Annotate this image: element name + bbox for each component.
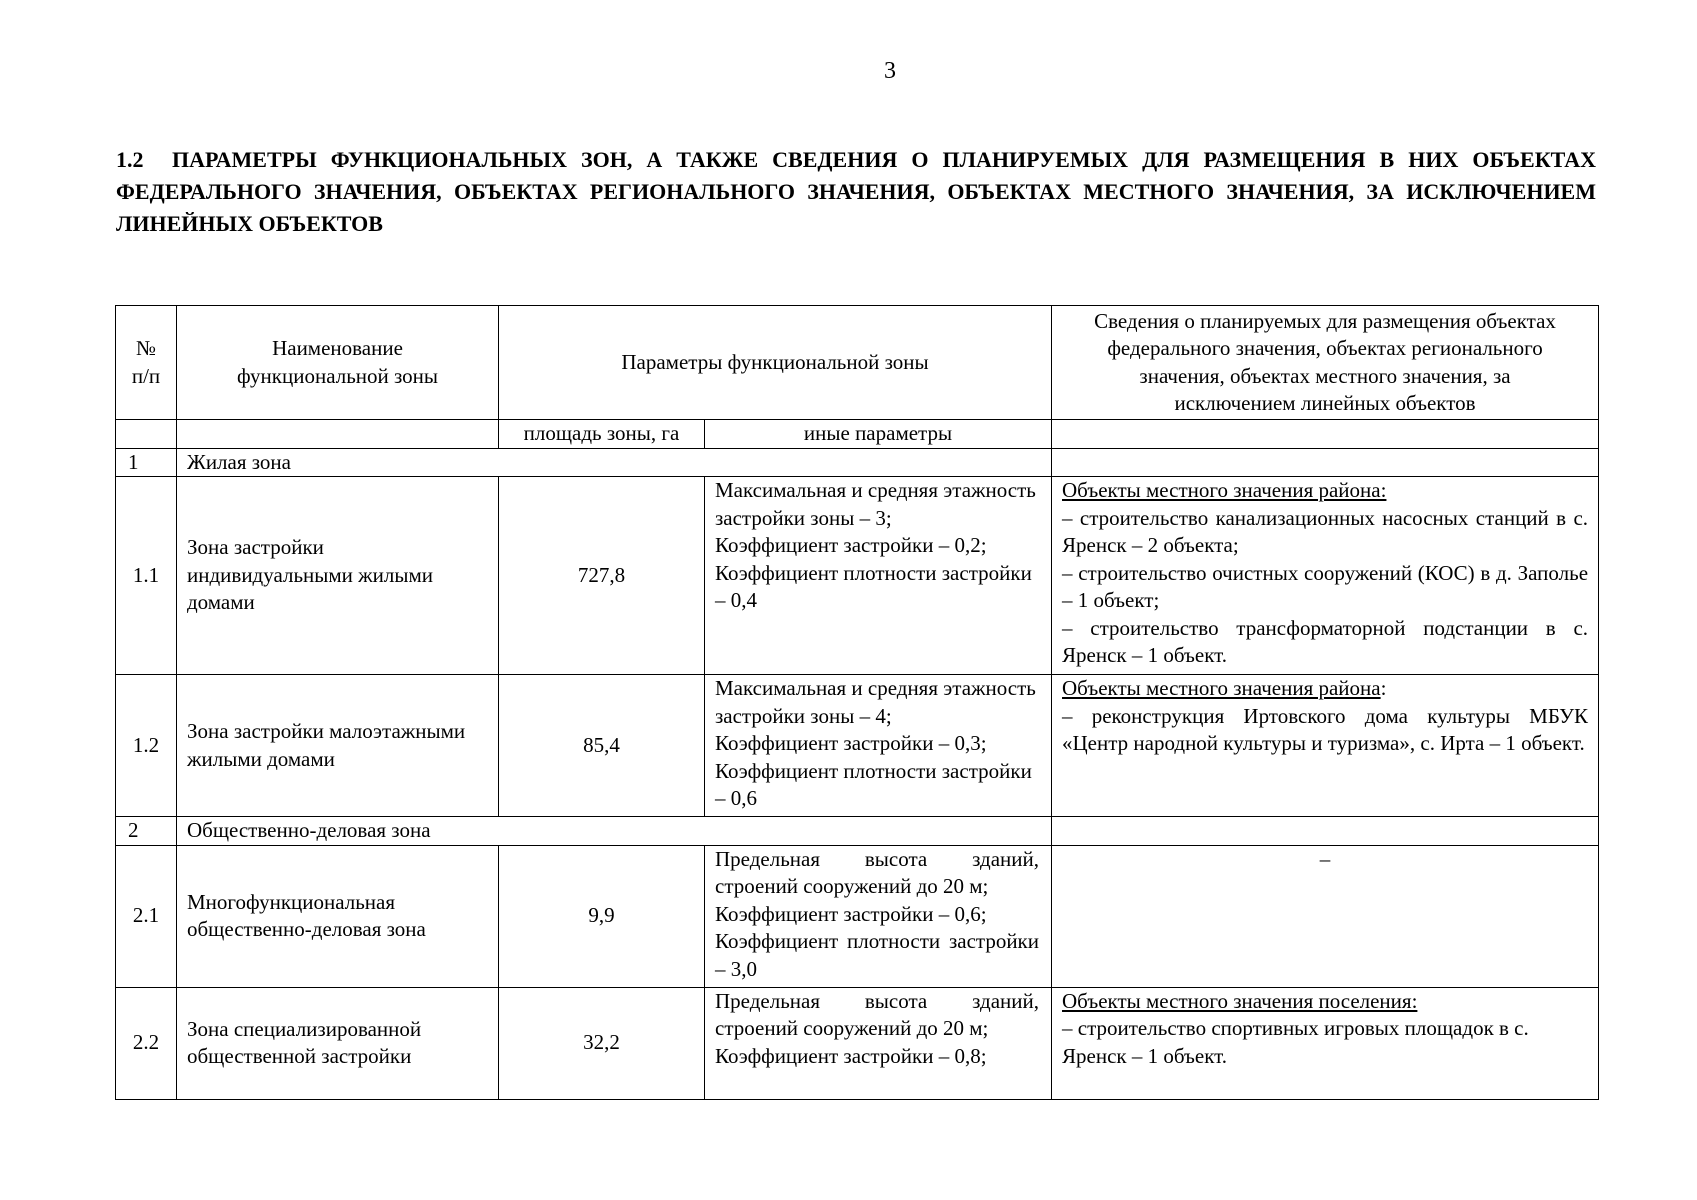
row-zone-name: Зона застройки малоэтажными жилыми домами [177, 675, 499, 817]
section-number-cell: 2 [116, 817, 177, 846]
table-row [116, 675, 1599, 817]
row-params: Максимальная и средняя этажность застройки зоны – 4; Коэффициент застройки – 0,3; Коэффициент плотности застройки – 0,6 [705, 675, 1052, 817]
subheader-other-params: иные параметры [705, 420, 1052, 449]
page-number: 3 [884, 58, 896, 84]
row-zone-name: Многофункциональная общественно-деловая зона [177, 845, 499, 987]
header-planned-objects: Сведения о планируемых для размещения объектах федерального значения, объектах регионального значения, объектах местного значения, за исключением линейных объектов [1052, 306, 1599, 420]
row-number: 2.1 [116, 845, 177, 987]
table-header-row [116, 306, 1599, 420]
table-subheader-row [116, 420, 1599, 449]
subheader-empty [1052, 420, 1599, 449]
objects-title: Объекты местного значения района [1062, 676, 1381, 700]
section-empty-cell [1052, 448, 1599, 477]
table-row [116, 845, 1599, 987]
row-area: 32,2 [499, 987, 705, 1099]
row-area: 727,8 [499, 477, 705, 675]
section-empty-cell [1052, 817, 1599, 846]
subheader-empty [177, 420, 499, 449]
zones-table [115, 305, 1599, 1100]
objects-title: Объекты местного значения поселения: [1062, 988, 1418, 1013]
row-area: 9,9 [499, 845, 705, 987]
subheader-empty [116, 420, 177, 449]
row-number: 2.2 [116, 987, 177, 1099]
header-zone-name: Наименование функциональной зоны [177, 306, 499, 420]
header-number: № п/п [116, 306, 177, 420]
row-params: Предельная высота зданий, строений сооружений до 20 м; Коэффициент застройки – 0,6; Коэффициент плотности застройки – 3,0 [705, 845, 1052, 987]
row-params: Предельная высота зданий, строений сооружений до 20 м; Коэффициент застройки – 0,8; [705, 987, 1052, 1099]
section-name-cell: Общественно-деловая зона [177, 817, 1052, 846]
row-area: 85,4 [499, 675, 705, 817]
row-zone-name: Зона специализированной общественной застройки [177, 987, 499, 1099]
table-row [116, 987, 1599, 1099]
section-row [116, 448, 1599, 477]
row-objects: Объекты местного значения района: – строительство канализационных насосных станций в с. Яренск – 2 объекта; – строительство очистных сооружений (КОС) в д. Заполье – 1 объект; – строительство трансформаторной подстанции в с. Яренск – 1 объект. [1052, 477, 1599, 675]
header-zone-params: Параметры функциональной зоны [499, 306, 1052, 420]
subheader-area: площадь зоны, га [499, 420, 705, 449]
row-params: Максимальная и средняя этажность застройки зоны – 3; Коэффициент застройки – 0,2; Коэффициент плотности застройки – 0,4 [705, 477, 1052, 675]
section-heading [116, 144, 1596, 240]
row-zone-name: Зона застройки индивидуальными жилыми домами [177, 477, 499, 675]
table-row [116, 477, 1599, 675]
section-name-cell: Жилая зона [177, 448, 1052, 477]
row-number: 1.1 [116, 477, 177, 675]
section-title: ПАРАМЕТРЫ ФУНКЦИОНАЛЬНЫХ ЗОН, А ТАКЖЕ СВЕДЕНИЯ О ПЛАНИРУЕМЫХ ДЛЯ РАЗМЕЩЕНИЯ В НИХ ОБЪЕКТАХ ФЕДЕРАЛЬНОГО ЗНАЧЕНИЯ, ОБЪЕКТАХ РЕГИОНАЛЬНОГО ЗНАЧЕНИЯ, ОБЪЕКТАХ МЕСТНОГО ЗНАЧЕНИЯ, ЗА ИСКЛЮЧЕНИЕМ ЛИНЕЙНЫХ ОБЪЕКТОВ [116, 147, 1596, 236]
section-number: 1.2 [116, 147, 144, 172]
row-number: 1.2 [116, 675, 177, 817]
row-objects-empty: – [1052, 845, 1599, 987]
section-number-cell: 1 [116, 448, 177, 477]
row-objects: Объекты местного значения поселения: – строительство спортивных игровых площадок в с. Яренск – 1 объект. [1052, 987, 1599, 1099]
section-row [116, 817, 1599, 846]
objects-title: Объекты местного значения района: [1062, 478, 1387, 502]
row-objects: Объекты местного значения района: – реконструкция Иртовского дома культуры МБУК «Центр народной культуры и туризма», с. Ирта – 1 объект. [1052, 675, 1599, 817]
